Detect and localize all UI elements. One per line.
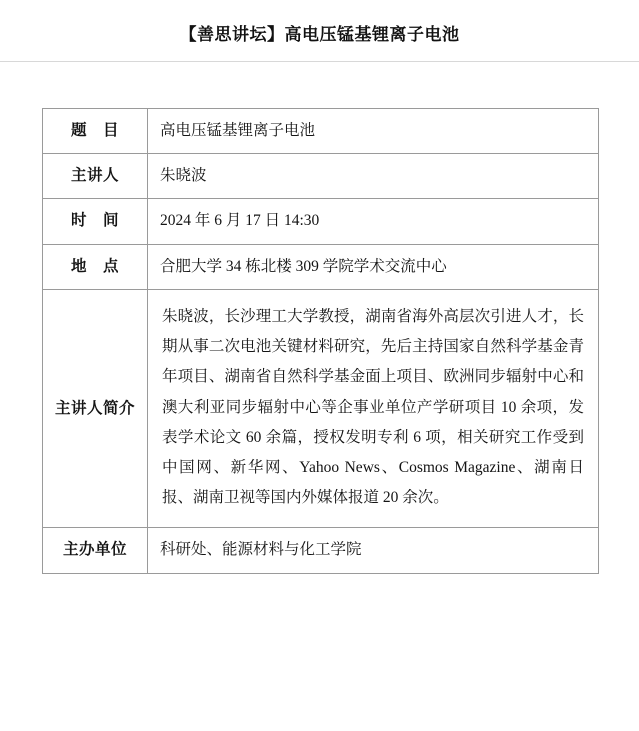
- row-label-bio: 主讲人简介: [43, 289, 148, 528]
- row-value-bio: 朱晓波，长沙理工大学教授，湖南省海外高层次引进人才，长期从事二次电池关键材料研究，先后主持国家自然科学基金青年项目、湖南省自然科学基金面上项目、欧洲同步辐射中心和澳大利亚同步辐射中心等企事业单位产学研项目 10 余项，发表学术论文 60 余篇，授权发明专利 6 项，相关研究工作受到中国网、新华网、Yahoo News、Cosmos Magazine、湖南日报、湖南卫视等国内外媒体报道 20 余次。: [148, 289, 599, 528]
- table-row: [43, 528, 599, 573]
- table-row-bio: [43, 289, 599, 528]
- row-value-time: 2024 年 6 月 17 日 14:30: [148, 199, 599, 244]
- row-label-location: 地 点: [43, 244, 148, 289]
- row-value-speaker: 朱晓波: [148, 154, 599, 199]
- row-label-time: 时 间: [43, 199, 148, 244]
- info-table-container: [0, 108, 639, 574]
- table-row: [43, 109, 599, 154]
- row-label-speaker: 主讲人: [43, 154, 148, 199]
- row-value-location: 合肥大学 34 栋北楼 309 学院学术交流中心: [148, 244, 599, 289]
- table-row: [43, 244, 599, 289]
- title-spacer: [0, 62, 639, 108]
- row-label-topic: 题 目: [43, 109, 148, 154]
- row-value-organizer: 科研处、能源材料与化工学院: [148, 528, 599, 573]
- row-label-organizer: 主办单位: [43, 528, 148, 573]
- row-value-topic: 高电压锰基锂离子电池: [148, 109, 599, 154]
- table-row: [43, 199, 599, 244]
- table-row: [43, 154, 599, 199]
- page-title: 【善思讲坛】高电压锰基锂离子电池: [179, 25, 460, 44]
- seminar-info-table: [42, 108, 599, 574]
